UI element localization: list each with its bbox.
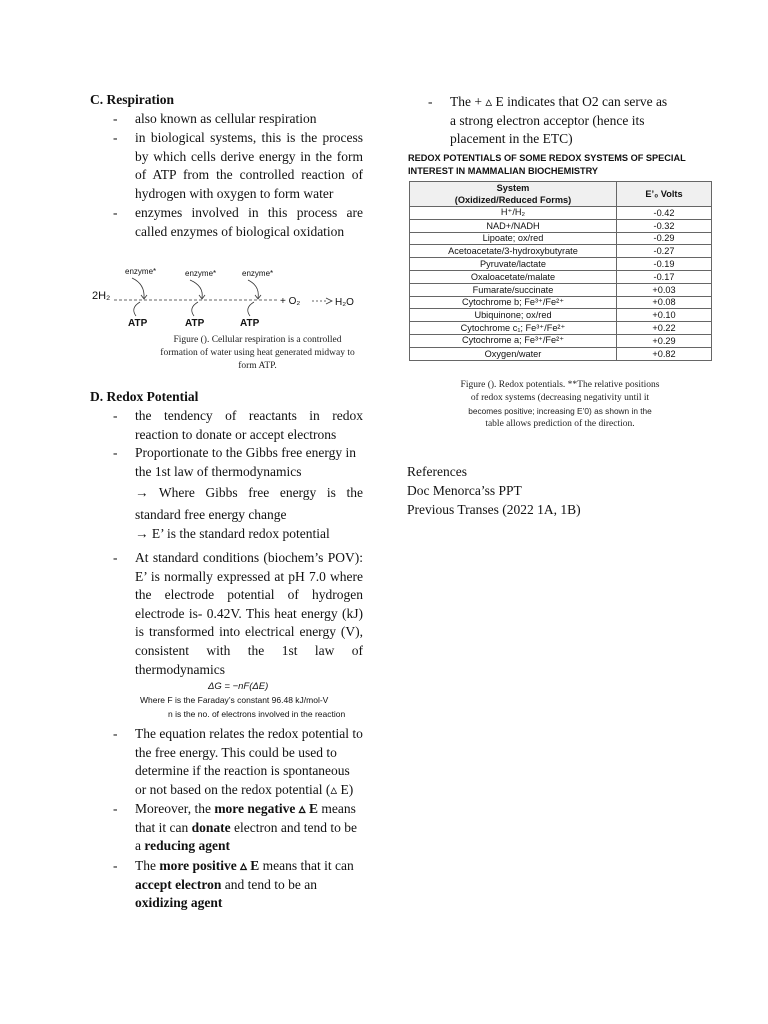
table-row (410, 258, 712, 271)
system-cell: Oxygen/water (410, 347, 617, 360)
table-row (410, 334, 712, 347)
table-row (410, 270, 712, 283)
table-row (410, 232, 712, 245)
atp-label: ATP (240, 318, 260, 329)
atp-label: ATP (185, 318, 205, 329)
system-cell: Fumarate/succinate (410, 283, 617, 296)
column-header-volts: E’₀ Volts (617, 182, 712, 207)
system-cell: Oxaloacetate/malate (410, 270, 617, 283)
system-cell: Cytochrome c₁; Fe³⁺/Fe²⁺ (410, 322, 617, 335)
table-row (410, 219, 712, 232)
respiration-caption: Figure (). Cellular respiration is a controlled formation of water using heat generated midway to form ATP. (160, 335, 355, 371)
system-cell: H⁺/H₂ (410, 207, 617, 220)
system-cell: Pyruvate/lactate (410, 258, 617, 271)
table-caption: Figure (). Redox potentials. **The relative positions of redox systems (decreasing negativity until it becomes positive; increasing E’0) as shown in the table allows prediction of the direction. (460, 380, 660, 429)
system-cell: Lipoate; ox/red (410, 232, 617, 245)
equation-note: n is the no. of electrons involved in the reaction (168, 709, 346, 719)
references-heading: References (407, 464, 467, 479)
table-row (410, 347, 712, 360)
volts-cell: -0.17 (617, 270, 712, 283)
references (407, 462, 581, 519)
equation-note: Where F is the Faraday’s constant 96.48 kJ/mol-V (140, 695, 329, 705)
redox-table (409, 181, 712, 361)
volts-cell: -0.27 (617, 245, 712, 258)
table-row (410, 309, 712, 322)
table-row (410, 283, 712, 296)
system-cell: NAD+/NADH (410, 219, 617, 232)
gibbs-equation: ΔG = −nF(ΔE) (208, 681, 269, 692)
h2-label: 2H₂ (92, 290, 111, 302)
table-row (410, 245, 712, 258)
volts-cell: +0.82 (617, 347, 712, 360)
volts-cell: +0.08 (617, 296, 712, 309)
reference-item: Previous Transes (2022 1A, 1B) (407, 502, 581, 517)
respiration-heading: C. Respiration (90, 92, 174, 107)
system-cell: Ubiquinone; ox/red (410, 309, 617, 322)
table-row (410, 322, 712, 335)
system-cell: Cytochrome b; Fe³⁺/Fe²⁺ (410, 296, 617, 309)
gibbs-note: → Where Gibbs free energy is the standard free energy change (135, 485, 363, 522)
redox-heading: D. Redox Potential (90, 389, 199, 404)
enzyme-label: enzyme* (242, 269, 274, 278)
table-row (410, 207, 712, 220)
volts-cell: +0.29 (617, 334, 712, 347)
table-row (410, 296, 712, 309)
system-cell: Cytochrome a; Fe³⁺/Fe²⁺ (410, 334, 617, 347)
atp-label: ATP (128, 318, 148, 329)
volts-cell: +0.10 (617, 309, 712, 322)
respiration-diagram (90, 264, 360, 332)
system-cell: Acetoacetate/3-hydroxybutyrate (410, 245, 617, 258)
h2o-label: H₂O (335, 297, 354, 308)
volts-cell: -0.29 (617, 232, 712, 245)
volts-cell: +0.22 (617, 322, 712, 335)
table-title: REDOX POTENTIALS OF SOME REDOX SYSTEMS OF SPECIAL INTEREST IN MAMMALIAN BIOCHEMISTRY (408, 153, 686, 176)
volts-cell: -0.42 (617, 207, 712, 220)
o2-label: + O₂ (280, 296, 301, 307)
redox-note: → E’ is the standard redox potential (135, 526, 330, 541)
volts-cell: -0.32 (617, 219, 712, 232)
volts-cell: +0.03 (617, 283, 712, 296)
column-header-system: System (Oxidized/Reduced Forms) (410, 182, 617, 207)
reference-item: Doc Menorca’ss PPT (407, 483, 522, 498)
enzyme-label: enzyme* (125, 267, 157, 276)
enzyme-label: enzyme* (185, 269, 217, 278)
volts-cell: -0.19 (617, 258, 712, 271)
